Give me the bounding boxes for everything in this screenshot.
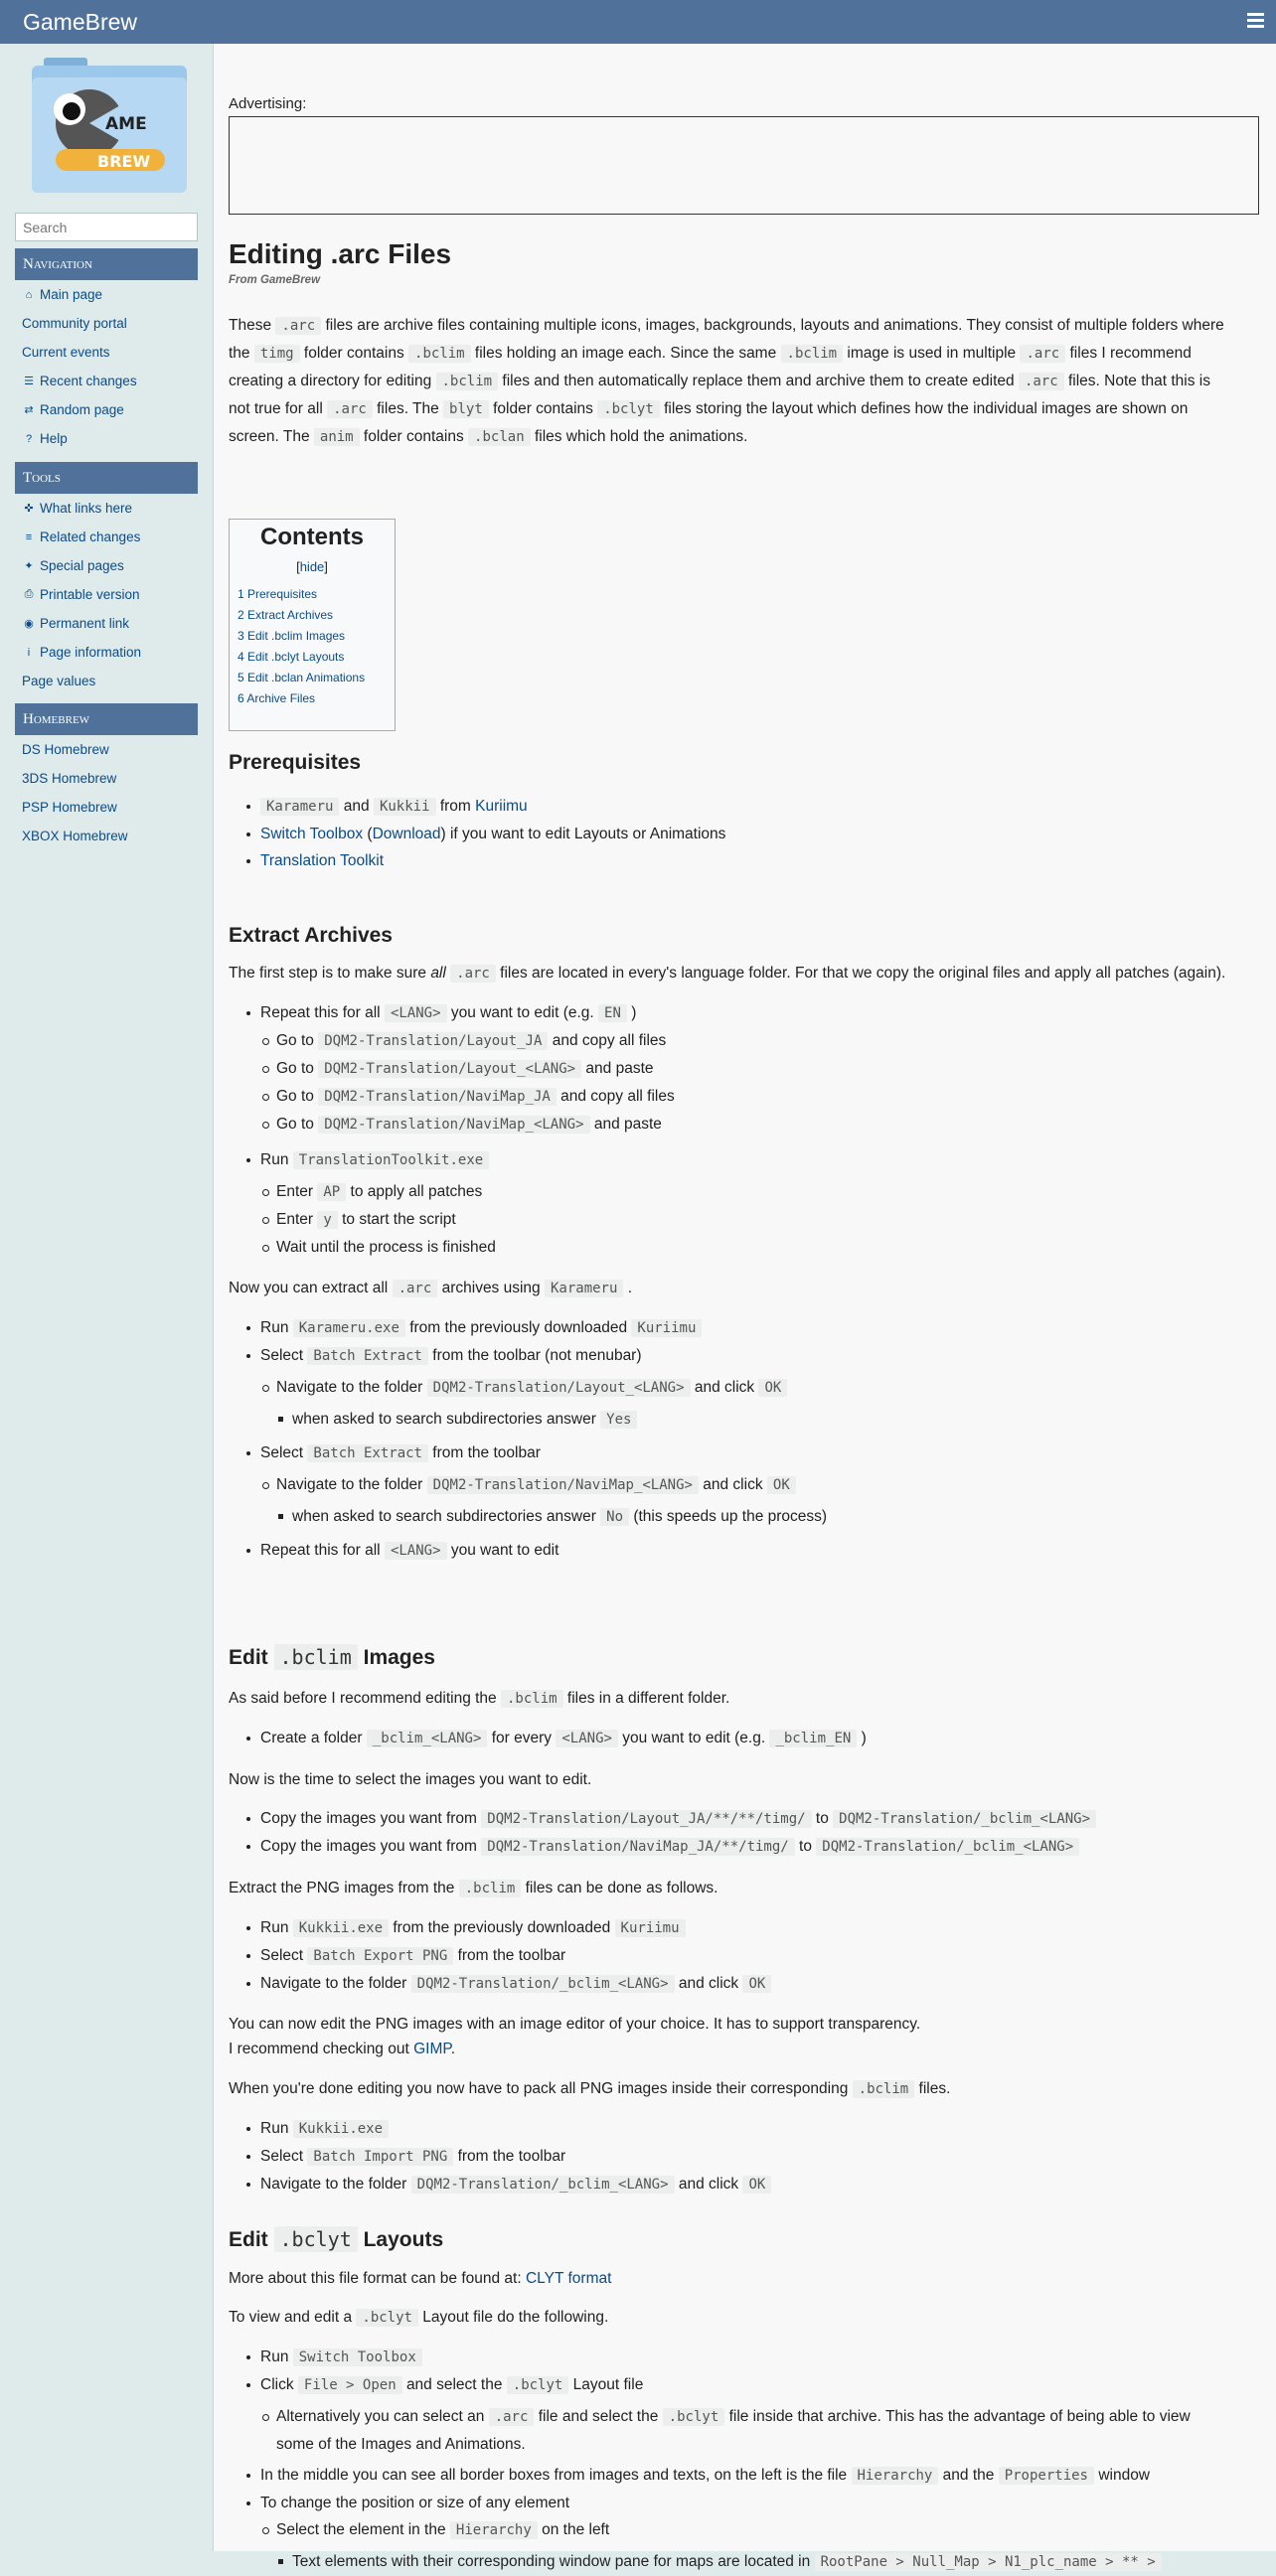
sidebar-item-label: Random page (40, 402, 124, 417)
sidebar-item-label: Page information (40, 645, 142, 660)
homebrew-item-ds-homebrew[interactable] (15, 735, 198, 764)
sidebar-item-community-portal[interactable] (15, 309, 198, 338)
tools-item-what-links-here[interactable] (15, 494, 198, 523)
homebrew-portlet (15, 703, 198, 850)
gamebrew-logo[interactable] (32, 58, 187, 193)
site-brand[interactable]: GameBrew (23, 8, 138, 35)
sidebar-item-label: Permanent link (40, 616, 130, 631)
sidebar-item-main-page[interactable] (15, 280, 198, 309)
gimp-link[interactable]: GIMP (413, 2041, 451, 2057)
sidebar-item-label: PSP Homebrew (22, 800, 117, 815)
toc-link[interactable]: 5 Edit .bclan Animations (238, 671, 366, 684)
switch-toolbox-link[interactable]: Switch Toolbox (260, 826, 364, 842)
lines-icon: ≡ (25, 530, 33, 543)
tools-portlet (15, 462, 198, 695)
list-icon: ☰ (24, 376, 34, 387)
sidebar-item-current-events[interactable] (15, 338, 198, 367)
navigation-portlet (15, 248, 198, 453)
search-input[interactable] (15, 213, 198, 241)
prerequisites-body (229, 787, 1262, 874)
sidebar-item-label: Related changes (40, 530, 141, 544)
section-edit-bclim: Edit .bclim Images (229, 1645, 435, 1669)
edit-bclim-body: As said before I recommend editing the .bclim files in a different folder. Create a folder _bclim_<LANG> for every <LANG> you want to edit (e.g. _bclim_EN ) Now is the time to select the images you want to edit. Copy the images you want from DQM2-Translation/Layout_JA/**/**/timg/ to DQM2-Translation/_bclim_<LANG> Copy the images you want from DQM2-Translation/NaviMap_JA/**/timg/ to DQM2-Translation/_bclim_<LANG> Extract the PNG images from the .bclim files can be done as follows. Run Kukkii.exe from the previously downloaded Kuriimu Select Batch Export PNG from the toolbar Navigate to the folder DQM2-Translation/_bclim_<LANG> and click OK You can now edit the PNG images with an image editor of your choice. It has to support transparency. I recommend checking out GIMP. When you're done editing you now have to pack all PNG images inside their corresponding .bclim files. Run Kukkii.exe Select Batch Import PNG from the toolbar Navigate to the folder DQM2-Translation/_bclim_<LANG> and click OK (229, 1685, 1262, 2198)
edit-bclyt-body: More about this file format can be found at: CLYT format To view and edit a .bclyt Layout file do the following. Run Switch Toolbox Click File > Open and select the .bclyt Layout file Alternatively you can select an .arc file and select the .bclyt file inside that archive. This has the advantage of being able to view some of the Images and Animations. In the middle you can see all border boxes from images and texts, on the left is the file Hierarchy and the Properties window To change the position or size of any element Select the element in the Hierarchy on the left Text elements with their corresponding window pane for maps are located in RootPane > Null_Map > N1_plc_name > ** > (229, 2265, 1262, 2576)
toc-link[interactable]: 1 Prerequisites (238, 587, 318, 601)
advertising-box (229, 116, 1259, 215)
sidebar-item-label: XBOX Homebrew (22, 829, 128, 843)
sidebar-item-label: DS Homebrew (22, 742, 109, 757)
section-extract-archives: Extract Archives (229, 924, 393, 947)
homebrew-item-xbox-homebrew[interactable] (15, 822, 198, 850)
sidebar-item-label: Recent changes (40, 374, 137, 388)
wand-icon: ✦ (24, 560, 34, 572)
sidebar-item-label: Printable version (40, 587, 140, 602)
home-icon: ⌂ (25, 288, 33, 301)
sidebar-item-recent-changes[interactable] (15, 367, 198, 395)
top-bar (0, 0, 1276, 44)
sidebar-item-label: Current events (22, 345, 110, 360)
toc-link[interactable]: 4 Edit .bclyt Layouts (238, 650, 345, 664)
advertising-label: Advertising: (229, 95, 307, 112)
tools-item-printable-version[interactable] (15, 580, 198, 609)
from-gamebrew: From GameBrew (229, 274, 321, 286)
sidebar-item-label: Main page (40, 287, 103, 302)
homebrew-item-psp-homebrew[interactable] (15, 793, 198, 822)
extract-body: The first step is to make sure all .arc files are located in every's language folder. For that we copy the original files and apply all patches (again). Repeat this for all <LANG> you want to edit (e.g. EN ) Go to DQM2-Translation/Layout_JA and copy all files Go to DQM2-Translation/Layout_<LANG> and paste Go to DQM2-Translation/NaviMap_JA and copy all files Go to DQM2-Translation/NaviMap_<LANG> and paste Run TranslationToolkit.exe Enter AP to apply all patches Enter y to start the script Wait until the process is finished Now you can extract all .arc archives using Karameru . Run Karameru.exe from the previously downloaded Kuriimu Select Batch Extract from the toolbar (not menubar) Navigate to the folder DQM2-Translation/Layout_<LANG> and click OK when asked to search subdirectories answer Yes Select Batch Extract from the toolbar Navigate to the folder DQM2-Translation/NaviMap_<LANG> and click OK when asked to search subdirectories answer No (this speeds up the process) Repeat this for all <LANG> you want to edit (229, 960, 1262, 1565)
section-prerequisites: Prerequisites (229, 751, 362, 774)
intro-paragraph: These .arc files are archive files containing multiple icons, images, backgrounds, layouts and animations. They consist of multiple folders where the timg folder contains .bclim files holding an image each. Since the same .bclim image is used in multiple .arc files I recommend creating a directory for editing .bclim files and then automatically replace them and archive them to create edited .arc files. Note that this is not true for all .arc files. The blyt folder contains .bclyt files storing the layout which defines how the individual images are shown on screen. The anim folder contains .bclan files which hold the animations. (229, 317, 1224, 445)
main-content (213, 44, 1276, 2570)
svg-text:BREW: BREW (97, 152, 151, 171)
toc-title: Contents (260, 524, 364, 550)
clyt-format-link[interactable]: CLYT format (525, 2270, 612, 2287)
homebrew-heading: Homebrew (15, 703, 198, 735)
toc-link[interactable]: 2 Extract Archives (238, 608, 334, 622)
homebrew-item-3ds-homebrew[interactable] (15, 764, 198, 793)
toc-hide-toggle[interactable]: [hide] (296, 559, 328, 574)
sidebar-item-label: What links here (40, 501, 133, 516)
tools-item-related-changes[interactable] (15, 523, 198, 551)
arrows-icon: ✜ (24, 503, 34, 515)
toc-link[interactable]: 6 Archive Files (238, 691, 316, 705)
question-icon: ? (25, 432, 33, 445)
sidebar-item-label: 3DS Homebrew (22, 771, 117, 786)
sidebar-item-random-page[interactable] (15, 395, 198, 424)
sidebar-item-help[interactable] (15, 424, 198, 453)
tools-item-special-pages[interactable] (15, 551, 198, 580)
tools-heading: Tools (15, 462, 198, 494)
hamburger-menu-icon[interactable] (1247, 13, 1264, 28)
list-item (229, 847, 1262, 874)
table-of-contents (229, 519, 396, 731)
tools-item-page-information[interactable] (15, 638, 198, 667)
svg-text:AME: AME (105, 114, 147, 134)
toc-link[interactable]: 3 Edit .bclim Images (238, 629, 346, 643)
sidebar-item-label: Page values (22, 674, 96, 688)
kuriimu-link[interactable]: Kuriimu (475, 798, 528, 815)
tools-item-permanent-link[interactable] (15, 609, 198, 638)
list-item: Karameru and Kukkii from Kuriimu (229, 793, 1262, 821)
sidebar-item-label: Help (40, 431, 68, 446)
print-icon: ⎙ (24, 588, 34, 600)
list-item: Switch Toolbox (Download) if you want to edit Layouts or Animations (229, 821, 1262, 847)
target-icon: ◉ (24, 618, 34, 630)
shuffle-icon: ⇄ (24, 404, 34, 416)
sidebar-item-label: Community portal (22, 316, 127, 331)
page-title: Editing .arc Files (229, 238, 452, 269)
sidebar-item-label: Special pages (40, 558, 124, 573)
translation-toolkit-link[interactable]: Translation Toolkit (260, 852, 385, 869)
tools-item-page-values[interactable] (15, 667, 198, 695)
download-link[interactable]: Download (372, 826, 441, 842)
navigation-heading: Navigation (15, 248, 198, 280)
section-edit-bclyt: Edit .bclyt Layouts (229, 2227, 444, 2251)
info-icon: i (27, 646, 31, 659)
